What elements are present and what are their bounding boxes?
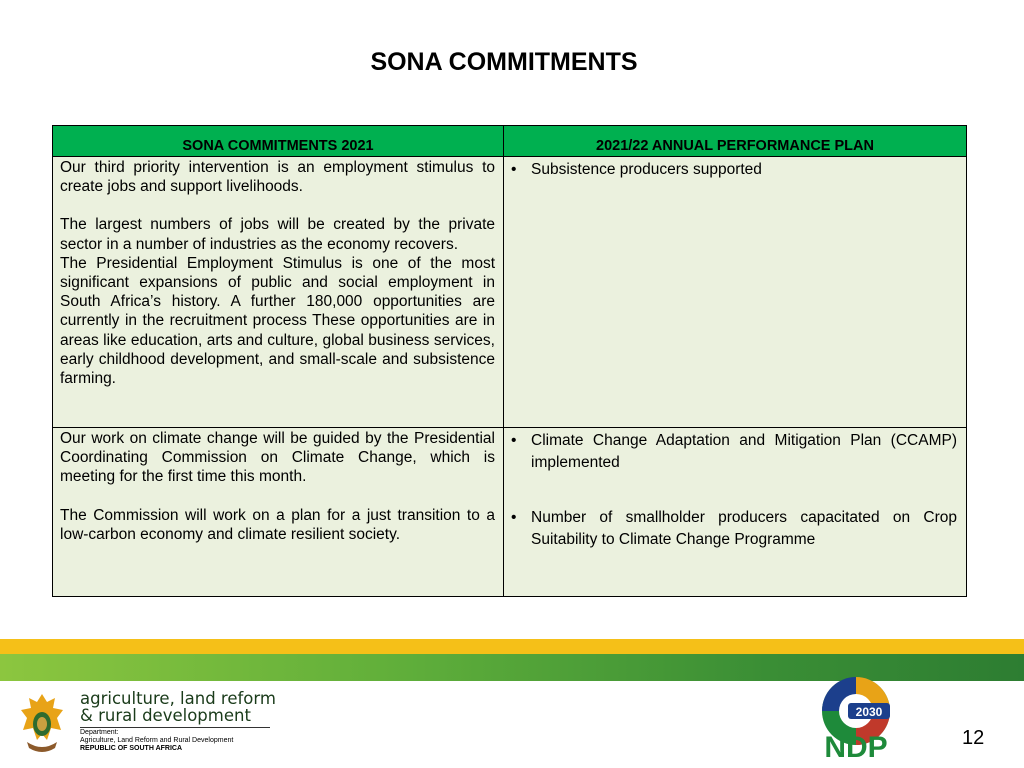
- target-list: [511, 159, 957, 181]
- bullet-icon: •: [511, 509, 517, 526]
- bullet-icon: •: [511, 161, 517, 178]
- footer-stripe-yellow: [0, 639, 1024, 654]
- table-header-row: [53, 126, 967, 157]
- column-header-app: 2021/22 ANNUAL PERFORMANCE PLAN: [504, 126, 967, 157]
- target-list: [511, 430, 957, 551]
- paragraph: The largest numbers of jobs will be created by the private sector in a number of industries as the economy recovers.: [60, 216, 495, 253]
- paragraph: Our work on climate change will be guided by the Presidential Coordinating Commission on Climate Change, which is meeting for the first time this month.: [60, 430, 495, 486]
- app-target-cell: [504, 428, 967, 597]
- app-target-cell: [504, 157, 967, 428]
- department-name: agriculture, land reform & rural development: [80, 689, 276, 725]
- list-item: • Number of smallholder producers capacitated on Crop Suitability to Climate Change Programme: [511, 509, 957, 548]
- sona-commitment-cell: [53, 157, 504, 428]
- ndp-logo-icon: [810, 673, 902, 761]
- sona-commitment-cell: [53, 428, 504, 597]
- table-row: [53, 157, 967, 428]
- bullet-icon: •: [511, 432, 517, 449]
- ndp-text: NDP: [824, 731, 888, 761]
- table-row: [53, 428, 967, 597]
- list-item: • Climate Change Adaptation and Mitigation Plan (CCAMP) implemented: [511, 432, 957, 471]
- department-subtitle: Department: Agriculture, Land Reform and Rural Development REPUBLIC OF SOUTH AFRICA: [80, 729, 234, 752]
- department-divider: [80, 727, 270, 728]
- paragraph: Our third priority intervention is an employment stimulus to create jobs and support livelihoods.: [60, 159, 495, 196]
- list-item: • Subsistence producers supported: [511, 159, 957, 181]
- coat-of-arms-icon: [17, 690, 67, 756]
- paragraph: The Commission will work on a plan for a just transition to a low-carbon economy and climate resilient society.: [60, 506, 495, 543]
- column-header-sona: SONA COMMITMENTS 2021: [53, 126, 504, 157]
- paragraph: The Presidential Employment Stimulus is one of the most significant expansions of public and social employment in South Africa’s history. A further 180,000 opportunities are currently in the recruitment process These opportunities are in areas like education, arts and culture, global business services, early childhood development, and small-scale and subsistence farming.: [60, 254, 495, 388]
- page-title: SONA COMMITMENTS: [370, 48, 638, 76]
- page-number: 12: [962, 727, 985, 749]
- ndp-year: 2030: [855, 705, 883, 719]
- commitments-table: [52, 125, 967, 597]
